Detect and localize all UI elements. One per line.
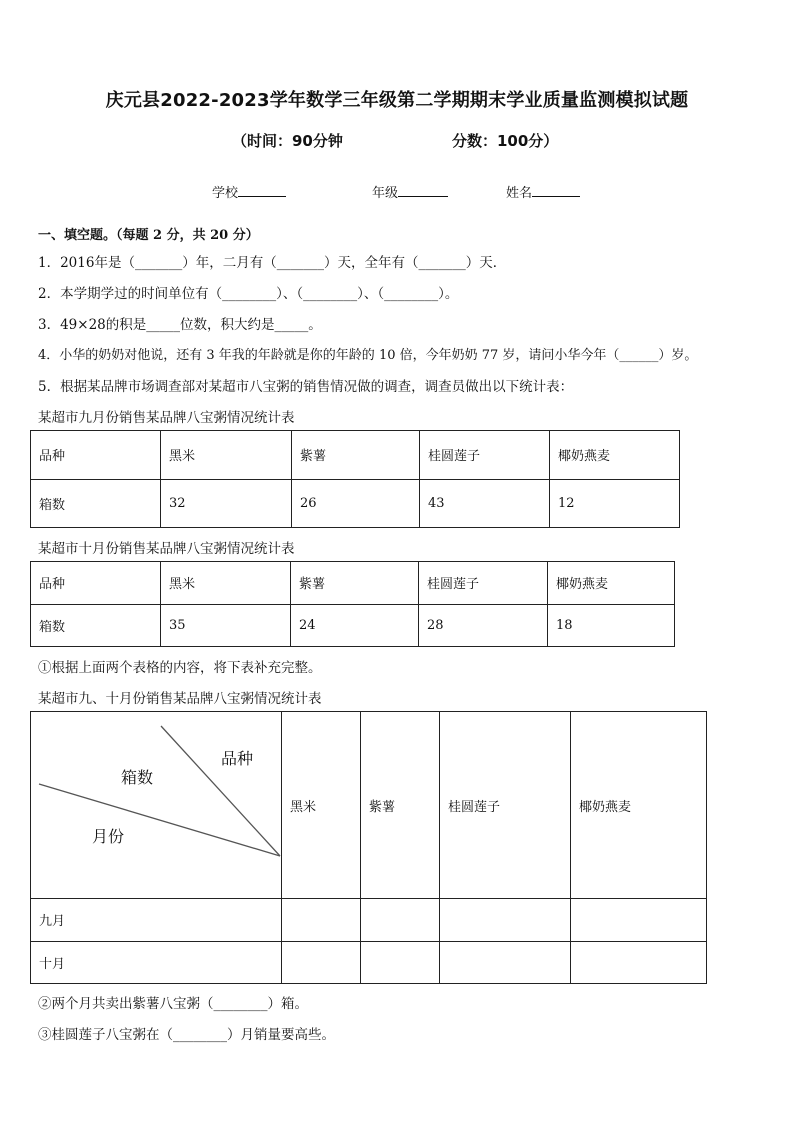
grade-field[interactable] <box>372 182 448 201</box>
sub-question-2: ②两个月共卖出紫薯八宝粥（________）箱。 <box>38 996 308 1012</box>
table-cell: 紫薯 <box>291 562 419 605</box>
exam-score: 分数：100分） <box>452 132 559 150</box>
table-cell: 紫薯 <box>361 712 440 899</box>
answer-cell[interactable] <box>361 899 440 942</box>
table-cell: 紫薯 <box>292 431 420 480</box>
table-cell: 十月 <box>31 941 282 984</box>
question-3: 3．49×28的积是_____位数，积大约是_____。 <box>38 317 322 333</box>
table-cell: 箱数 <box>31 604 161 647</box>
exam-time: （时间：90分钟 <box>232 132 343 150</box>
table-row <box>31 604 675 647</box>
table-combined <box>30 711 707 984</box>
table-combined-caption: 某超市九、十月份销售某品牌八宝粥情况统计表 <box>38 691 322 707</box>
table-row <box>31 562 675 605</box>
question-5: 5．根据某品牌市场调查部对某超市八宝粥的销售情况做的调查，调查员做出以下统计表： <box>38 379 574 395</box>
table-row <box>31 479 680 528</box>
table-cell: 35 <box>161 604 291 647</box>
table-october <box>30 561 675 647</box>
table-cell: 28 <box>419 604 548 647</box>
question-1: 1．2016年是（_______）年，二月有（_______）天，全年有（_______）天． <box>38 255 507 271</box>
corner-label-month: 月份 <box>92 827 125 846</box>
table-cell: 黑米 <box>282 712 361 899</box>
answer-cell[interactable] <box>440 941 571 984</box>
table-cell: 九月 <box>31 899 282 942</box>
table-cell: 43 <box>420 479 550 528</box>
table-cell: 椰奶燕麦 <box>571 712 707 899</box>
table-cell: 黑米 <box>161 562 291 605</box>
question-4: 4．小华的奶奶对他说，还有 3 年我的年龄就是你的年龄的 10 倍，今年奶奶 77 岁，请问小华今年（______）岁。 <box>38 348 698 363</box>
name-label: 姓名 <box>506 186 533 201</box>
diagonal-lines <box>31 712 289 899</box>
table-september-caption: 某超市九月份销售某品牌八宝粥情况统计表 <box>38 410 295 426</box>
table-cell: 桂圆莲子 <box>420 431 550 480</box>
table-row <box>31 899 707 942</box>
answer-cell[interactable] <box>361 941 440 984</box>
corner-label-variety: 品种 <box>221 749 254 768</box>
table-september <box>30 430 680 528</box>
answer-cell[interactable] <box>440 899 571 942</box>
table-cell: 椰奶燕麦 <box>550 431 680 480</box>
sub-question-1: ①根据上面两个表格的内容，将下表补充完整。 <box>38 660 322 676</box>
answer-cell[interactable] <box>282 941 361 984</box>
name-field[interactable] <box>506 182 580 201</box>
table-row <box>31 431 680 480</box>
table-header-row <box>31 712 707 899</box>
answer-cell[interactable] <box>571 941 707 984</box>
corner-label-boxes: 箱数 <box>121 768 154 787</box>
table-cell: 箱数 <box>31 479 161 528</box>
table-cell: 18 <box>548 604 675 647</box>
table-cell: 黑米 <box>161 431 292 480</box>
sub-question-3: ③桂圆莲子八宝粥在（________）月销量要高些。 <box>38 1027 335 1043</box>
table-row <box>31 941 707 984</box>
school-field[interactable] <box>212 182 286 201</box>
grade-label: 年级 <box>372 186 399 201</box>
table-cell: 桂圆莲子 <box>419 562 548 605</box>
table-cell: 24 <box>291 604 419 647</box>
answer-cell[interactable] <box>571 899 707 942</box>
table-cell: 32 <box>161 479 292 528</box>
school-label: 学校 <box>212 186 239 201</box>
table-cell: 26 <box>292 479 420 528</box>
answer-cell[interactable] <box>282 899 361 942</box>
table-cell: 12 <box>550 479 680 528</box>
table-cell: 桂圆莲子 <box>440 712 571 899</box>
table-cell: 品种 <box>31 562 161 605</box>
section-heading: 一、填空题。（每题 2 分，共 20 分） <box>38 228 259 243</box>
question-2: 2．本学期学过的时间单位有（________）、（________）、（________）。 <box>38 286 459 302</box>
table-cell: 品种 <box>31 431 161 480</box>
page-title: 庆元县2022-2023学年数学三年级第二学期期末学业质量监测模拟试题 <box>105 90 689 111</box>
table-cell: 椰奶燕麦 <box>548 562 675 605</box>
table-october-caption: 某超市十月份销售某品牌八宝粥情况统计表 <box>38 541 295 557</box>
diagonal-header-cell <box>31 712 282 899</box>
